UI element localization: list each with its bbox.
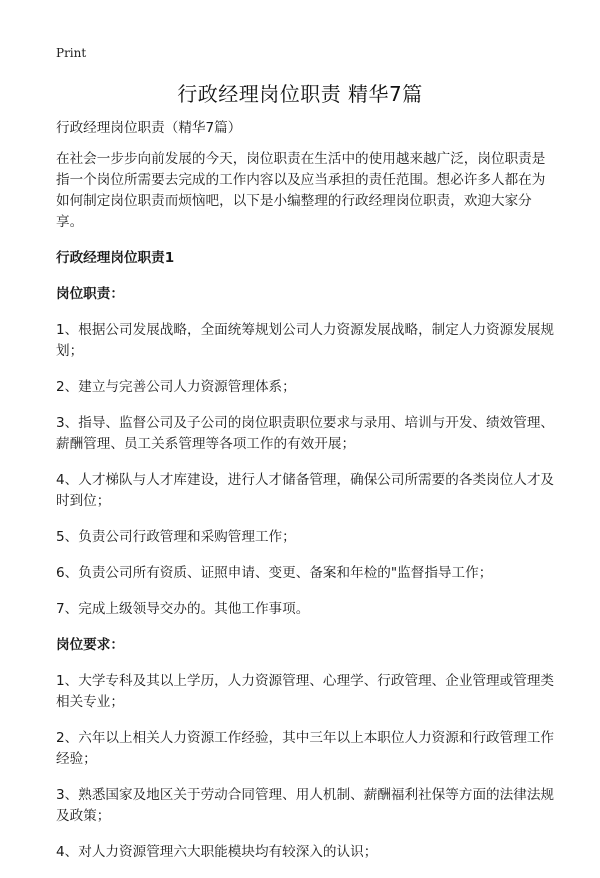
- requirement-item-3: 3、熟悉国家及地区关于劳动合同管理、用人机制、薪酬福利社保等方面的法律法规及政策；: [56, 787, 555, 824]
- requirement-item-2: 2、六年以上相关人力资源工作经验，其中三年以上本职位人力资源和行政管理工作经验；: [56, 730, 555, 767]
- section-heading: 行政经理岗位职责1: [56, 250, 175, 266]
- duty-item-5: 5、负责公司行政管理和采购管理工作；: [56, 529, 296, 545]
- duty-item-4: 4、人才梯队与人才库建设，进行人才储备管理，确保公司所需要的各类岗位人才及时到位；: [56, 472, 555, 509]
- document-body: [56, 118, 556, 878]
- print-link[interactable]: Print: [56, 46, 87, 60]
- duties-heading: 岗位职责：: [56, 286, 124, 302]
- document-subtitle: 行政经理岗位职责（精华7篇）: [56, 120, 242, 136]
- duty-item-2: 2、建立与完善公司人力资源管理体系；: [56, 379, 296, 395]
- requirement-item-1: 1、大学专科及其以上学历，人力资源管理、心理学、行政管理、企业管理或管理类相关专业；: [56, 673, 555, 710]
- requirements-heading: 岗位要求：: [56, 637, 124, 653]
- requirement-item-4: 4、对人力资源管理六大职能模块均有较深入的认识；: [56, 844, 378, 860]
- duty-item-1: 1、根据公司发展战略，全面统筹规划公司人力资源发展战略，制定人力资源发展规划；: [56, 322, 555, 359]
- duty-item-6: 6、负责公司所有资质、证照申请、变更、备案和年检的"监督指导工作；: [56, 565, 493, 581]
- duty-item-3: 3、指导、监督公司及子公司的岗位职责职位要求与录用、培训与开发、绩效管理、薪酬管理、员工关系管理等各项工作的有效开展；: [56, 415, 555, 452]
- duty-item-7: 7、完成上级领导交办的。其他工作事项。: [56, 601, 310, 617]
- intro-paragraph: 在社会一步步向前发展的今天，岗位职责在生活中的使用越来越广泛，岗位职责是指一个岗位所需要去完成的工作内容以及应当承担的责任范围。想必许多人都在为如何制定岗位职责而烦恼吧，以下是小编整理的行政经理岗位职责，欢迎大家分享。: [56, 151, 546, 230]
- page-title: 行政经理岗位职责 精华7篇: [177, 82, 423, 106]
